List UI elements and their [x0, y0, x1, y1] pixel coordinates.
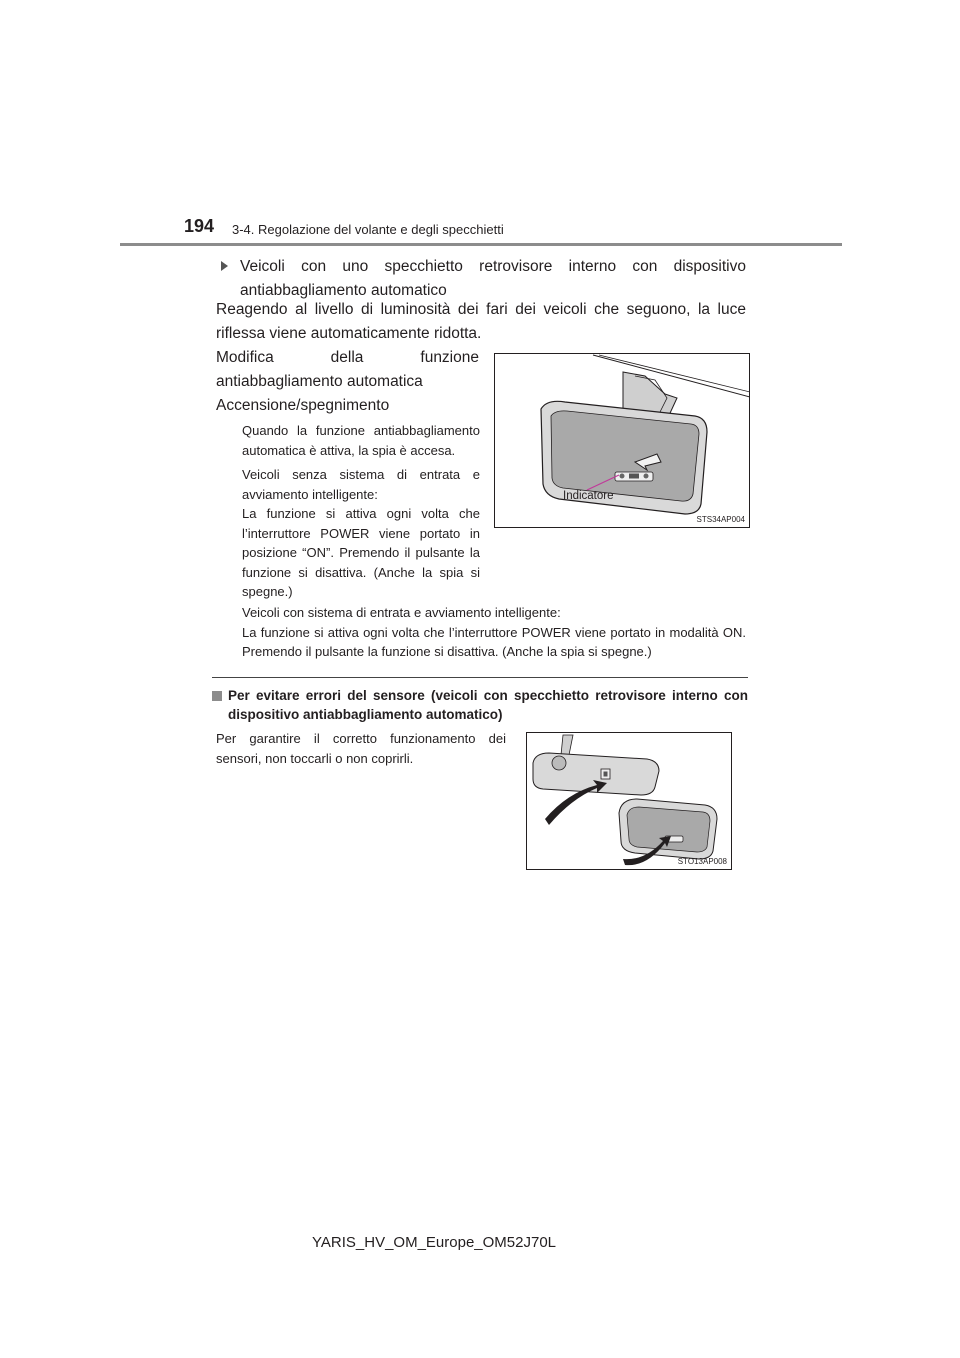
sensor-heading: Per evitare errori del sensore (veicoli con specchietto retrovisore interno con dispositivo antiabbagliamento automatico): [228, 688, 748, 722]
function-title: Modifica della funzione antiabbagliamento automatica: [216, 349, 479, 390]
note-with-smart-entry: Veicoli con sistema di entrata e avviamento intelligente: La funzione si attiva ogni volta che l’interruttore POWER viene portato in modalità ON. Premendo il pulsante la funzione si disattiva. (Anche la spia si spegne.): [242, 605, 746, 659]
mirror-figure: [494, 353, 750, 528]
bullet-heading: Veicoli con uno specchietto retrovisore interno con dispositivo antiabbagliamento automatico: [240, 258, 746, 299]
page-number: 194: [184, 216, 215, 236]
note-without-smart-entry: Veicoli senza sistema di entrata e avviamento intelligente: La funzione si attiva ogni volta che l’interruttore POWER viene portato in posizione “ON”. Premendo il pulsante la funzione si disattiva. (Anche la spia si spegne.): [242, 467, 480, 599]
indicator-label: Indicatore: [563, 490, 614, 502]
mirror-sensors-illustration: [527, 733, 732, 870]
note-indicator: Quando la funzione antiabbagliamento automatica è attiva, la spia è accesa.: [242, 423, 480, 458]
sensor-figure: [526, 732, 732, 870]
section-title: 3-4. Regolazione del volante e degli specchietti: [232, 222, 504, 237]
section-divider: [212, 677, 748, 678]
footer-document-id: YARIS_HV_OM_Europe_OM52J70L: [312, 1234, 557, 1251]
square-bullet-icon: [212, 691, 222, 701]
on-off-label: Accensione/spegnimento: [216, 397, 390, 414]
header-divider: [120, 243, 842, 246]
triangle-bullet-icon: [221, 261, 228, 271]
intro-paragraph: Reagendo al livello di luminosità dei fari dei veicoli che seguono, la luce riflessa viene automaticamente ridotta.: [216, 301, 746, 342]
sensor-paragraph: Per garantire il corretto funzionamento dei sensori, non toccarli o non coprirli.: [216, 731, 506, 766]
figure-code: STS34AP004: [696, 515, 745, 524]
rearview-mirror-illustration: [495, 354, 750, 528]
figure-code: STO13AP008: [677, 857, 727, 866]
